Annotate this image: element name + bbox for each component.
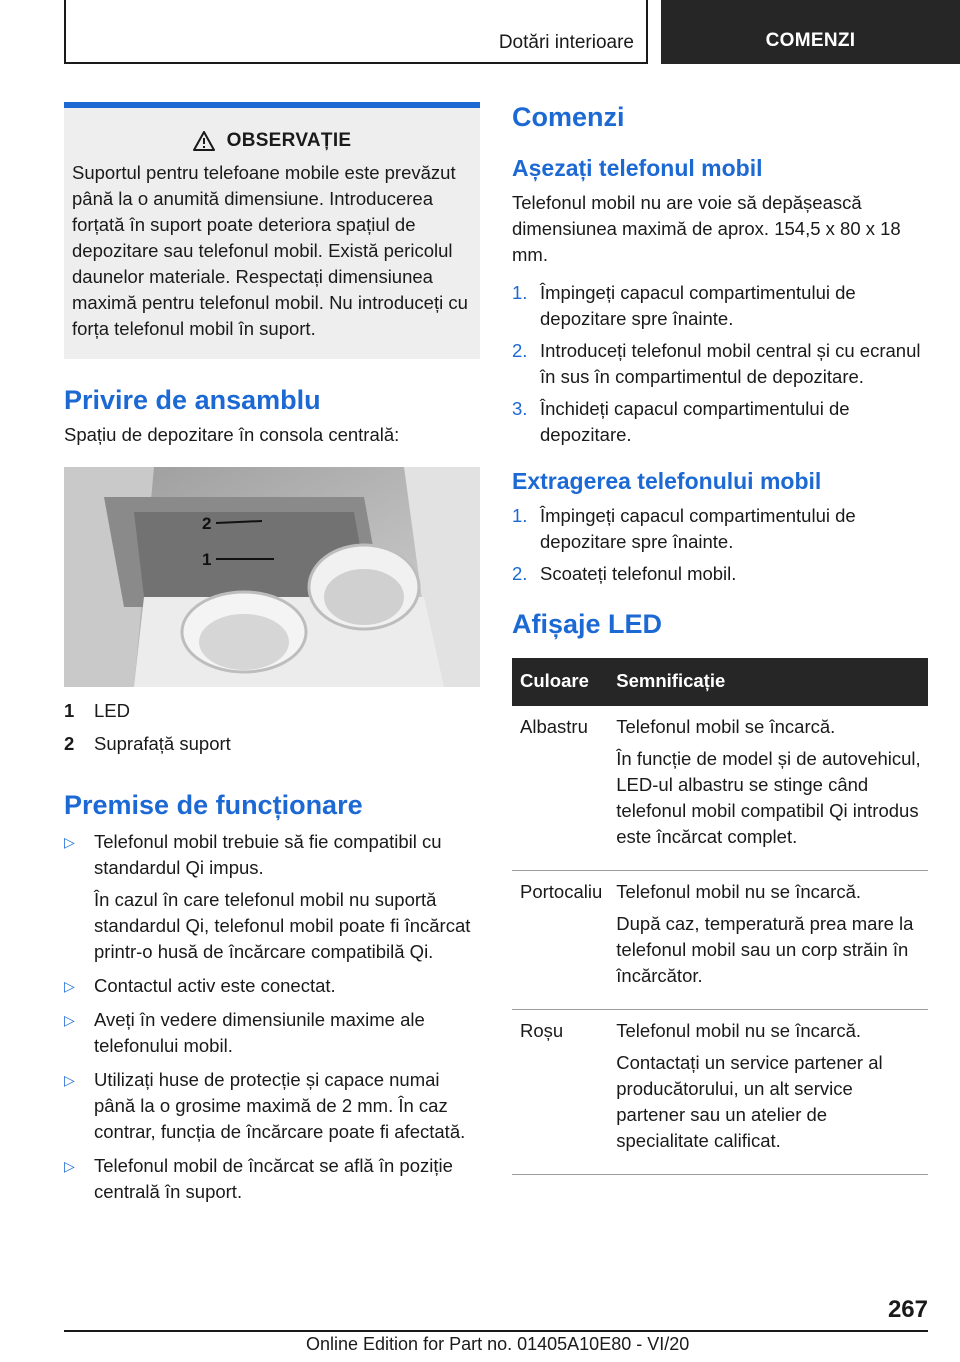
led-table [512, 658, 928, 1175]
led-meaning-cell [608, 871, 928, 1010]
legend-item [64, 727, 480, 760]
triangle-bullet-icon: ▷ [64, 978, 75, 994]
led-color-cell: Albastru [512, 706, 608, 871]
step-number: 2. [512, 563, 528, 584]
step-number: 2. [512, 340, 528, 361]
notice-body: Suportul pentru telefoane mobile este prevăzut până la o anumită dimensiune. Introducerea forțată în suport poate deteriora spațiul de depozitare sau telefonul mobil. Există pericolul daunelor materiale. Respectați dimensiunea maximă pentru telefonul mobil. Nu introduceți cu forța telefonul mobil în suport. [72, 162, 468, 339]
meaning-line: Contactați un service partener al producătorului, un alt service partener sau un atelier de specialitate calificat. [616, 1052, 883, 1151]
table-row [512, 706, 928, 871]
table-header-row [512, 658, 928, 706]
list-item [64, 829, 480, 965]
table-row [512, 1010, 928, 1175]
led-color-cell: Portocaliu [512, 871, 608, 1010]
page-number: 267 [887, 1296, 928, 1323]
overview-heading: Privire de ansamblu [64, 385, 321, 415]
prereq-list [64, 829, 480, 1205]
legend-text: Suprafață suport [94, 732, 231, 754]
step-text: Scoateți telefonul mobil. [540, 563, 737, 584]
place-phone-heading: Așezați telefonul mobil [512, 155, 763, 181]
step-number: 1. [512, 282, 528, 303]
column-header-meaning: Semnificație [608, 658, 928, 706]
meaning-line: Telefonul mobil se încarcă. [616, 716, 836, 737]
list-item-text: Contactul activ este conectat. [94, 975, 336, 996]
triangle-bullet-icon: ▷ [64, 1158, 75, 1174]
list-item [512, 503, 928, 555]
list-item [512, 561, 928, 587]
remove-steps-list [512, 503, 928, 587]
list-item-text: Aveți în vedere dimensiunile maxime ale telefonului mobil. [94, 1009, 425, 1056]
notice-title: OBSERVAȚIE [226, 130, 352, 151]
place-steps-list [512, 280, 928, 448]
footer-edition: Online Edition for Part no. 01405A10E80 - VI/20 [306, 1334, 690, 1354]
led-meaning-cell [608, 1010, 928, 1175]
meaning-line: Telefonul mobil nu se încarcă. [616, 881, 862, 902]
triangle-bullet-icon: ▷ [64, 1012, 75, 1028]
notice-header [72, 130, 472, 152]
meaning-line: Telefonul mobil nu se încarcă. [616, 1020, 862, 1041]
figure-label-2: 2 [202, 514, 212, 533]
list-item-extra: În cazul în care telefonul mobil nu suportă standardul Qi, telefonul mobil poate fi încărcat printr-o husă de încărcare compatibilă Qi. [94, 889, 471, 962]
place-phone-intro: Telefonul mobil nu are voie să depășească dimensiunea maximă de aprox. 154,5 x 80 x 18 mm. [512, 192, 901, 265]
legend-item [64, 694, 480, 727]
step-text: Împingeți capacul compartimentului de depozitare spre înainte. [540, 282, 856, 329]
step-number: 3. [512, 398, 528, 419]
header-chapter-tab [661, 0, 960, 64]
list-item [64, 1153, 480, 1205]
list-item [64, 973, 480, 999]
table-row [512, 871, 928, 1010]
step-text: Închideți capacul compartimentului de depozitare. [540, 398, 850, 445]
led-meaning-cell [608, 706, 928, 871]
meaning-line: După caz, temperatură prea mare la telefonul mobil sau un corp străin în încărcător. [616, 913, 914, 986]
controls-heading: Comenzi [512, 102, 625, 132]
led-color-cell: Roșu [512, 1010, 608, 1175]
triangle-bullet-icon: ▷ [64, 834, 75, 850]
list-item [512, 396, 928, 448]
legend-text: LED [94, 699, 130, 721]
triangle-bullet-icon: ▷ [64, 1072, 75, 1088]
list-item [64, 1067, 480, 1145]
header-section-title: Dotări interioare [498, 32, 634, 53]
list-item [512, 338, 928, 390]
prereq-heading: Premise de funcționare [64, 790, 363, 820]
notice-box [64, 102, 480, 359]
list-item [64, 1007, 480, 1059]
step-text: Introduceți telefonul mobil central și cu ecranul în sus în compartimentul de depozitare. [540, 340, 921, 387]
legend-number: 2 [64, 732, 75, 754]
step-number: 1. [512, 505, 528, 526]
list-item [512, 280, 928, 332]
figure-legend [64, 694, 480, 760]
column-header-color: Culoare [512, 658, 608, 706]
left-column [64, 102, 480, 1213]
right-column [512, 102, 928, 1175]
remove-phone-heading: Extragerea telefonului mobil [512, 468, 822, 494]
meaning-line: În funcție de model și de autovehicul, LED-ul albastru se stinge când telefonul mobil compatibil Qi introdus este încărcat complet. [616, 748, 921, 847]
legend-number: 1 [64, 699, 75, 721]
list-item-text: Utilizați huse de protecție și capace numai până la o grosime maximă de 2 mm. În caz contrar, funcția de încărcare poate fi afectată. [94, 1069, 466, 1142]
warning-icon [193, 131, 215, 151]
console-storage-figure [64, 467, 480, 687]
overview-intro: Spațiu de depozitare în consola centrală: [64, 424, 400, 445]
footer-divider [64, 1330, 928, 1332]
header-frame [64, 0, 648, 64]
step-text: Împingeți capacul compartimentului de depozitare spre înainte. [540, 505, 856, 552]
list-item-text: Telefonul mobil trebuie să fie compatibil cu standardul Qi impus. [94, 831, 442, 878]
list-item-text: Telefonul mobil de încărcat se află în poziție centrală în suport. [94, 1155, 453, 1202]
led-heading: Afișaje LED [512, 609, 663, 639]
console-illustration [64, 467, 480, 687]
figure-label-1: 1 [202, 550, 212, 569]
header-chapter-label: COMENZI [765, 30, 856, 51]
